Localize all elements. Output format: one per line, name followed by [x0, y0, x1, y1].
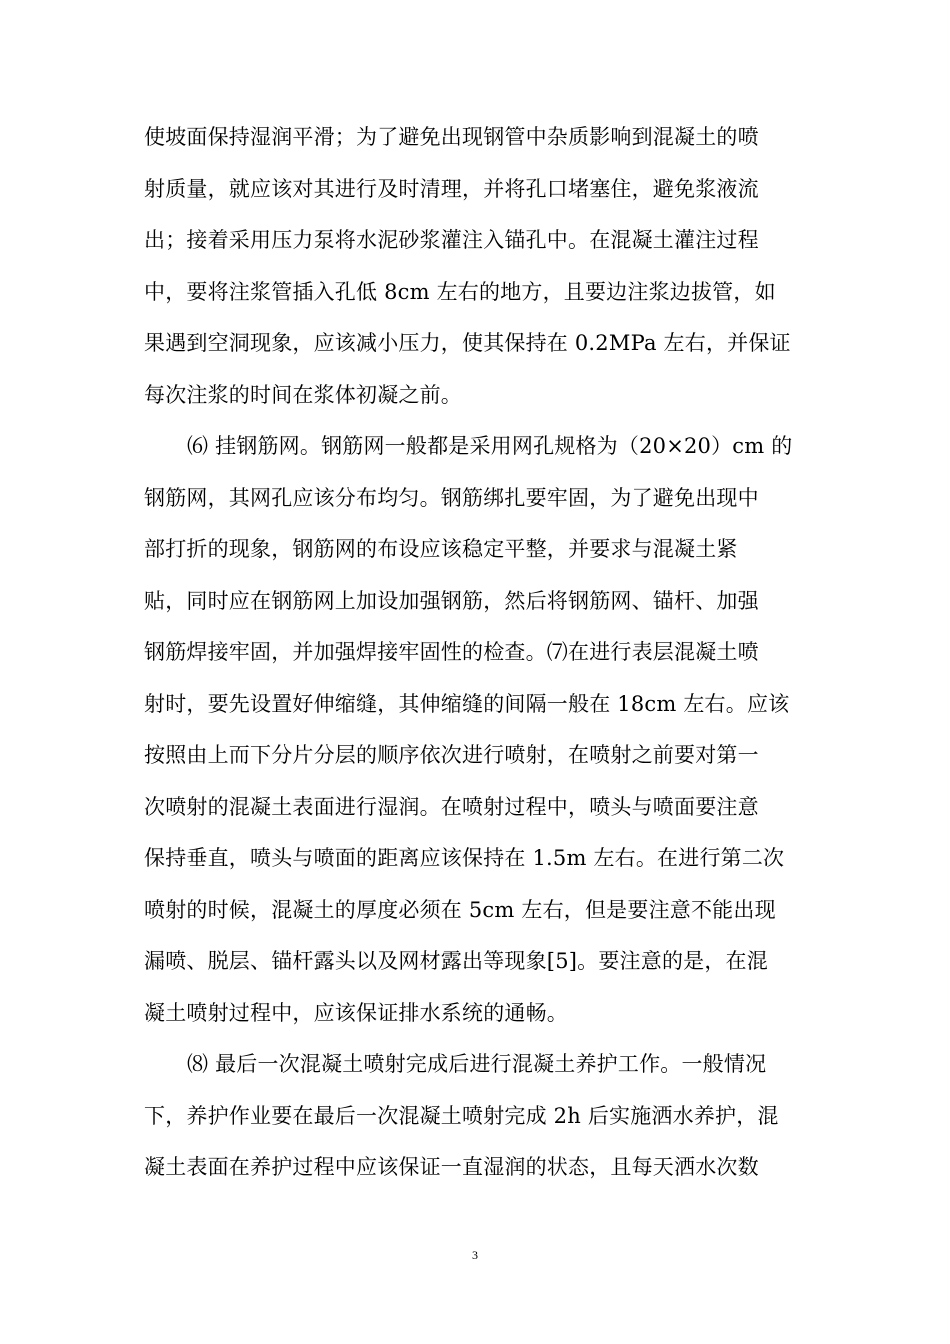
text-line: 喷射的时候，混凝土的厚度必须在 5cm 左右，但是要注意不能出现 [144, 897, 776, 922]
text-line: 凝土喷射过程中，应该保证排水系统的通畅。 [144, 1000, 568, 1025]
body-text [144, 112, 824, 1194]
text-line: 钢筋焊接牢固，并加强焊接牢固性的检查。⑺在进行表层混凝土喷 [144, 640, 759, 664]
text-line: 钢筋网，其网孔应该分布均匀。钢筋绑扎要牢固，为了避免出现中 [144, 485, 759, 510]
text-line: 保持垂直，喷头与喷面的距离应该保持在 1.5m 左右。在进行第二次 [144, 846, 785, 870]
text-line: 贴，同时应在钢筋网上加设加强钢筋，然后将钢筋网、锚杆、加强 [144, 588, 759, 613]
paragraph-start-line: ⑻ 最后一次混凝土喷射完成后进行混凝土养护工作。一般情况 [187, 1052, 767, 1076]
text-line: 使坡面保持湿润平滑；为了避免出现钢管中杂质影响到混凝土的喷 [144, 125, 759, 149]
text-line: 漏喷、脱层、锚杆露头以及网材露出等现象[5]。要注意的是，在混 [144, 949, 768, 973]
text-line: 每次注浆的时间在浆体初凝之前。 [144, 382, 462, 407]
text-line: 出；接着采用压力泵将水泥砂浆灌注入锚孔中。在混凝土灌注过程 [144, 228, 759, 252]
text-line: 部打折的现象，钢筋网的布设应该稳定平整，并要求与混凝土紧 [144, 537, 738, 561]
text-line: 射质量，就应该对其进行及时清理，并将孔口堵塞住，避免浆液流 [144, 176, 759, 201]
text-line: 次喷射的混凝土表面进行湿润。在喷射过程中，喷头与喷面要注意 [144, 794, 759, 819]
text-line: 按照由上而下分片分层的顺序依次进行喷射，在喷射之前要对第一 [144, 743, 759, 767]
text-line: 凝土表面在养护过程中应该保证一直湿润的状态，且每天洒水次数 [144, 1155, 759, 1179]
text-line: 果遇到空洞现象，应该减小压力，使其保持在 0.2MPa 左右，并保证 [144, 331, 791, 355]
paragraph-start-line: ⑹ 挂钢筋网。钢筋网一般都是采用网孔规格为（20×20）cm 的 [187, 434, 793, 458]
page-number: 3 [472, 1248, 478, 1262]
text-line: 射时，要先设置好伸缩缝，其伸缩缝的间隔一般在 18cm 左右。应该 [144, 691, 790, 716]
text-line: 下，养护作业要在最后一次混凝土喷射完成 2h 后实施洒水养护，混 [144, 1103, 779, 1128]
text-line: 中，要将注浆管插入孔低 8cm 左右的地方，且要边注浆边拔管，如 [144, 279, 776, 304]
